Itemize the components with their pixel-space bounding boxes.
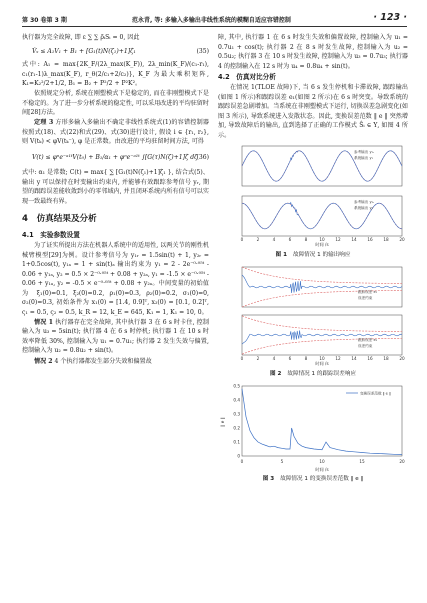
legend-label: 误差约束 — [358, 296, 373, 300]
paragraph: 在情况 1(TLOE 故障)下, 当 6 s 发生停机和卡滞故障, 跟踪输出(如图 1 所示)和跟踪误差 e₁(如图 2 所示)在 6 s 时突变。导致系统的跟踪误差急剧增加。当系统在非刚塑模式下运行, 切换误差急剧变化(如图 3 所示), 导致系统进入发散状态。因此, 变换误差范数 ‖ e ‖ 突然增加, 导致故障后的输出, 直到选择了正确的工作模式 Ŝᵢ ∈ Υ, 如图 4 所示。 — [218, 84, 408, 139]
x-tick-label: 6 — [288, 237, 292, 242]
case-label: 情况 2 — [34, 357, 53, 365]
x-tick-label: 18 — [383, 237, 389, 242]
fig2-panel-top — [242, 267, 402, 307]
reference-output-line — [242, 151, 402, 181]
fig1-panel-top — [242, 146, 402, 186]
x-tick-label: 4 — [272, 237, 276, 242]
theorem — [22, 118, 209, 147]
left-column — [22, 33, 209, 367]
page-number: · 123 · — [373, 12, 407, 23]
caption-text: 故障情况 1 的跟踪误差响应 — [287, 371, 357, 377]
running-title: 范永青, 等: 多输入多输出非线性系统的模糊自适应容错控制 — [132, 17, 291, 24]
paragraph: 障, 其中, 执行器 1 在 6 s 时发生失效和偏置故障, 控制输入为 u₁ = 0.7u₁ + cos(t); 执行器 2 在 8 s 时发生故障, 控制输入为 u₂ = 0.5u₂; 执行器 3 在 10 s 时发生故障, 控制输入为 u₃ = 0.7u₃; 执行器 4 的控制输入在 12 s 时为 u₄ = 0.8u₄ + sin(t)。 — [218, 34, 408, 70]
figure-caption — [218, 250, 408, 260]
theorem-text: 方形多输入多输出不确定非线性系统式(1)的容错控制器按照式(18)、式(22)和式(29)、式(30)进行设计, 假设 i ∈ {r₁, r₂}, 则 V(tₖ) < φV(tₖ⁻), φ 是正常数。由改进的平均驻留时间方法, 可得 — [22, 119, 209, 146]
legend-label: 系统输出 y₂ — [354, 206, 374, 210]
equation-36 — [22, 147, 209, 168]
caption-number: 图 2 — [269, 371, 282, 377]
tracking-error-line — [242, 275, 402, 293]
y-axis-label: ‖ e ‖ — [220, 417, 225, 427]
x-tick-label: 10 — [319, 237, 325, 242]
legend-label: 跟踪误差 e₁ — [358, 290, 378, 294]
case-1 — [22, 318, 209, 356]
theorem-label: 定理 3 — [34, 119, 54, 127]
x-axis-label: 时间 /s — [315, 361, 329, 366]
series-line — [242, 389, 402, 455]
x-axis-label: 时间 /s — [315, 242, 329, 247]
x-tick-label: 14 — [351, 356, 357, 361]
x-tick-label: 5 — [280, 459, 284, 464]
figure-1 — [218, 142, 408, 260]
equation-number: (36) — [196, 154, 209, 162]
caption-text: 故障情况 1 的变换误差范数 ‖ e ‖ — [280, 476, 364, 482]
section-heading: 4 仿真结果及分析 — [22, 214, 97, 225]
case-2 — [22, 357, 209, 367]
x-tick-label: 15 — [359, 459, 365, 464]
x-tick-label: 0 — [240, 459, 244, 464]
legend-label: 误差约束 — [358, 344, 373, 348]
journal-issue: 第 30 卷第 3 期 — [22, 17, 67, 24]
legend-label: 参考输出 y₁ᵣ — [354, 150, 375, 154]
figure-3 — [218, 382, 408, 484]
x-tick-label: 8 — [304, 356, 308, 361]
x-tick-label: 0 — [240, 356, 244, 361]
x-tick-label: 2 — [256, 356, 260, 361]
y-tick-label: 0.5 — [233, 383, 240, 389]
tracking-error-line — [242, 330, 402, 344]
x-tick-label: 6 — [288, 356, 292, 361]
legend-label: 变换误差范数 ‖ e ‖ — [360, 391, 391, 396]
x-tick-label: 20 — [399, 356, 405, 361]
subsection-heading: 4.1 实验参数设置 — [22, 231, 80, 240]
paragraph: 为了证实所提出方法在机器人系统中的适用性, 以两关节的刚性机械臂模型[29]为例。设计参考信号为 y₁ᵣ = 1.5sin(t) + 1, y₂ᵣ = 1+0.5cos(t), y₁ₐ = 1 + sin(t)ₐ 输出约束为 y₁ = 2 - 2e⁻⁰·⁰⁵ᵗ - 0.06 + y₁ₐ, y₂ = 0.5 × 2⁻⁰·⁰⁵ᵗ + 0.08 + y₂ₐ, y₁ = -1.5 × e⁻⁰·⁰⁵ᵗ - 0.06 + y₁ₐ, y₂ = -0.5 × e⁻⁰·⁰⁵ᵗ + 0.08 + y₂ₐ。中间变量的初始值为 ξ₁(0)=0.1, ξ₂(0)=0.2, ρ₁(0)=0.3, ρ₂(0)=0.2, σ₁(0)=0, σ₂(0)=0.3, 初始条件为 x₁(0) = [1.4, 0.9]ᵀ, x₂(0) = [0.1, 0.2]ᵀ, ς₁ = 0.5, ς₂ = 0.5, k_R = 12, k_E = 645, K₁ = 1, K₁ = 10, 0。 — [22, 242, 209, 316]
equation-number: (35) — [196, 48, 209, 56]
y-tick-label: 0.4 — [233, 397, 240, 403]
paragraph: 依照规定分析, 系统在刚塑模式下是稳定的, 而在非刚塑模式下是不稳定的。为了进一步分析系统的稳定性, 可以采用改进的平均驻留时间[28]方法。 — [22, 90, 209, 117]
x-axis-label: 时间 /s — [315, 467, 329, 472]
lower-constraint-line — [242, 291, 402, 307]
case-label: 情况 1 — [34, 318, 53, 326]
case-text: 执行器存在完全故障, 其中执行器 3 在 6 s 时卡住, 控制输入为 u₃ = 5sin(t); 执行器 4 在 6 s 时停机; 执行器 1 在 10 s 时效率降低 30%, 控制输入为 u₁ = 0.7u₁; 执行器 2 发生失效与偏置, 控制输入为 u₂ = 0.8u₂ + sin(t)。 — [22, 318, 209, 355]
caption-text: 故障情况 1 的输出响应 — [292, 252, 351, 258]
case-text: 4 个执行器都发生部分失效和偏置故 — [54, 357, 152, 365]
header-rule — [22, 26, 407, 27]
x-tick-label: 4 — [272, 356, 276, 361]
caption-number: 图 1 — [275, 252, 287, 258]
x-tick-labels — [241, 459, 405, 464]
figure-2-plot — [218, 263, 408, 369]
caption-number: 图 3 — [262, 476, 275, 482]
y-tick-label: 0 — [237, 453, 240, 459]
x-tick-label: 8 — [304, 237, 308, 242]
fig2-panel-bottom — [241, 315, 405, 367]
right-column — [218, 33, 408, 487]
legend-label: 参考输出 y₂ᵣ — [354, 200, 375, 204]
y-tick-label: 0.1 — [233, 439, 240, 445]
y-tick-labels — [233, 384, 240, 459]
plot-frame — [242, 146, 402, 186]
equation-body: V̇ₛ ≤ A₁V₁ + B₁ + [G₁(t)N(ζ₁)+1]ζ̇₁ — [32, 48, 136, 56]
upper-constraint-line — [242, 316, 402, 332]
fig1-panel-bottom — [241, 196, 405, 248]
series-marks — [242, 389, 402, 455]
figure-caption — [218, 474, 408, 484]
upper-constraint-line — [242, 267, 402, 283]
x-tick-label: 14 — [351, 237, 357, 242]
x-tick-label: 10 — [319, 459, 325, 464]
lower-constraint-line — [242, 338, 402, 354]
x-tick-label: 18 — [383, 356, 389, 361]
paragraph: 式中: A₁ = max{2K_F/(2λ_max(K_F)), 2λ_min(K_F)/(c₁-r₁), c₁(r₁-1)λ_max(K_F), r_θ(2/c₁+2/c₂)}, K_F 为最大乘积矩阵, K₁=K₂²/2+1/2, B₁ = B₂ + P²/2 + P²K²。 — [22, 61, 209, 88]
figure-2 — [218, 263, 408, 379]
x-tick-label: 16 — [367, 356, 373, 361]
subsection-heading: 4.2 仿真对比分析 — [218, 73, 276, 81]
x-tick-label: 20 — [399, 237, 405, 242]
legend-label: 系统输出 y₁ — [354, 156, 374, 160]
figure-3-chart — [218, 382, 408, 474]
figure-caption — [218, 369, 408, 379]
x-tick-label: 12 — [335, 356, 341, 361]
x-tick-label: 10 — [319, 356, 325, 361]
x-tick-label: 0 — [240, 237, 244, 242]
x-tick-label: 2 — [256, 237, 260, 242]
paragraph: 式中: α₁ 是常数; C(t) = max{ ∑ [G₁(t)N(ζ₁)+1]ζ̇₁ }, 结合式(5)、输出 y 可以保持在时变输出约束内, 并能够有效跟踪参考信号 yᵣ, 期望的跟踪误差能收敛到小的零邻域内, 并且闭环系统内所有信号可以实现一致最终有界。 — [22, 169, 209, 205]
running-header — [22, 12, 407, 26]
legend-label: 跟踪误差 e₂ — [358, 338, 378, 342]
x-tick-label: 16 — [367, 237, 373, 242]
system-output-line — [242, 203, 402, 229]
y-tick-label: 0.2 — [233, 425, 240, 431]
equation-rhs: φⁿe⁻ᵃ¹ᵗV(t₀) + B₁/α₁ + φⁿe⁻ᵃ¹ᵗ ∫[G(τ)N(ζ)+1]ζ̇ dζ — [52, 154, 198, 162]
y-tick-label: 0.3 — [233, 411, 240, 417]
figure-1-plot — [218, 142, 408, 250]
system-output-line — [242, 151, 402, 181]
paragraph: 执行器为完全故障, 即 ε ∑ ∑ ρ̃ᵢSᵢ = 0, 因此 — [22, 34, 140, 41]
x-tick-label: 20 — [399, 459, 405, 464]
x-tick-label: 12 — [335, 237, 341, 242]
equation-35 — [22, 43, 209, 60]
equation-lhs: V(t) ≤ — [32, 154, 51, 162]
